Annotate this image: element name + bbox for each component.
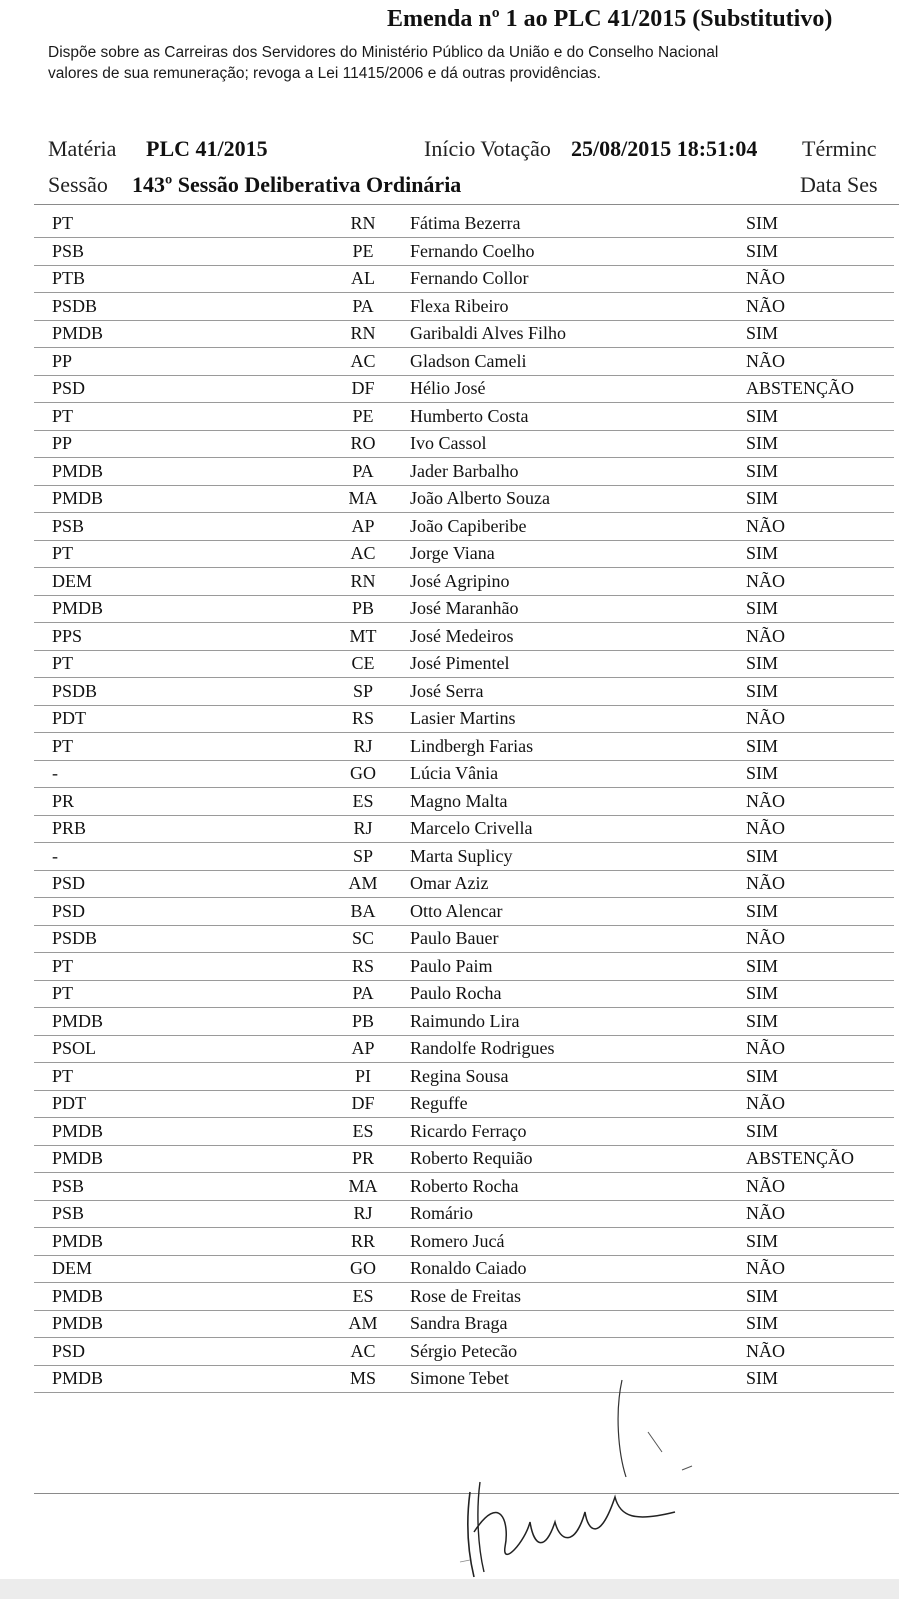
row-divider: [34, 787, 894, 788]
vote-cell: SIM: [746, 901, 779, 921]
senator-name-cell: Regina Sousa: [410, 1066, 509, 1086]
vote-cell: SIM: [746, 433, 779, 453]
uf-cell: RJ: [353, 1203, 373, 1223]
vote-cell: SIM: [746, 543, 779, 563]
row-divider: [34, 1282, 894, 1283]
party-cell: PSD: [52, 378, 86, 398]
row-divider: [34, 1255, 894, 1256]
senator-name-cell: Omar Aziz: [410, 873, 489, 893]
uf-cell: SC: [351, 928, 375, 948]
table-row: [0, 653, 899, 679]
senator-name-cell: Lasier Martins: [410, 708, 516, 728]
uf-cell: RJ: [353, 818, 373, 838]
row-divider: [34, 1227, 894, 1228]
vote-cell: SIM: [746, 763, 779, 783]
sessao-row: [0, 172, 899, 202]
table-row: [0, 1066, 899, 1092]
header-rule: [34, 204, 899, 205]
senator-name-cell: Roberto Rocha: [410, 1176, 519, 1196]
vote-cell: ABSTENÇÃO: [746, 378, 855, 398]
uf-cell: PA: [352, 983, 374, 1003]
senator-name-cell: José Serra: [410, 681, 484, 701]
table-row: [0, 378, 899, 404]
party-cell: PP: [52, 351, 73, 371]
party-cell: PMDB: [52, 488, 104, 508]
senator-name-cell: Hélio José: [410, 378, 486, 398]
vote-cell: SIM: [746, 1011, 779, 1031]
party-cell: DEM: [52, 571, 92, 591]
party-cell: PT: [52, 213, 74, 233]
uf-cell: AC: [350, 1341, 376, 1361]
senator-name-cell: José Pimentel: [410, 653, 510, 673]
row-divider: [34, 1117, 894, 1118]
row-divider: [34, 430, 894, 431]
row-divider: [34, 925, 894, 926]
table-row: [0, 406, 899, 432]
senator-name-cell: Raimundo Lira: [410, 1011, 520, 1031]
row-divider: [34, 870, 894, 871]
vote-cell: SIM: [746, 1368, 779, 1388]
document-description: [48, 42, 718, 84]
row-divider: [34, 567, 894, 568]
vote-cell: SIM: [746, 736, 779, 756]
row-divider: [34, 402, 894, 403]
row-divider: [34, 1062, 894, 1063]
table-row: [0, 268, 899, 294]
vote-cell: SIM: [746, 406, 779, 426]
uf-cell: SP: [352, 681, 374, 701]
row-divider: [34, 760, 894, 761]
party-cell: PT: [52, 983, 74, 1003]
party-cell: PMDB: [52, 1121, 104, 1141]
table-row: [0, 571, 899, 597]
party-cell: PMDB: [52, 1286, 104, 1306]
table-row: [0, 1258, 899, 1284]
row-divider: [34, 1337, 894, 1338]
party-cell: PSD: [52, 873, 86, 893]
table-row: [0, 1121, 899, 1147]
footer-bar: [0, 1579, 899, 1599]
senator-name-cell: Ronaldo Caiado: [410, 1258, 527, 1278]
party-cell: PPS: [52, 626, 83, 646]
senator-name-cell: João Capiberibe: [410, 516, 527, 536]
uf-cell: PE: [352, 241, 374, 261]
uf-cell: GO: [350, 1258, 376, 1278]
senator-name-cell: Humberto Costa: [410, 406, 529, 426]
table-row: [0, 708, 899, 734]
row-divider: [34, 705, 894, 706]
table-row: [0, 1341, 899, 1367]
uf-cell: MA: [348, 488, 378, 508]
uf-cell: AP: [351, 1038, 375, 1058]
uf-cell: CE: [351, 653, 375, 673]
vote-cell: NÃO: [746, 708, 785, 728]
senator-name-cell: José Medeiros: [410, 626, 514, 646]
vote-cell: SIM: [746, 846, 779, 866]
senator-name-cell: Fernando Coelho: [410, 241, 535, 261]
row-divider: [34, 1365, 894, 1366]
table-row: [0, 626, 899, 652]
row-divider: [34, 1172, 894, 1173]
table-row: [0, 956, 899, 982]
uf-cell: RS: [351, 956, 375, 976]
uf-cell: RJ: [353, 736, 373, 756]
vote-cell: NÃO: [746, 791, 785, 811]
vote-cell: NÃO: [746, 296, 785, 316]
party-cell: PSDB: [52, 681, 98, 701]
senator-name-cell: Lúcia Vânia: [410, 763, 499, 783]
party-cell: PSDB: [52, 296, 98, 316]
party-cell: PMDB: [52, 598, 104, 618]
vote-cell: NÃO: [746, 626, 785, 646]
row-divider: [34, 732, 894, 733]
row-divider: [34, 485, 894, 486]
uf-cell: BA: [350, 901, 376, 921]
vote-cell: SIM: [746, 653, 779, 673]
row-divider: [34, 320, 894, 321]
senator-name-cell: Paulo Paim: [410, 956, 493, 976]
row-divider: [34, 512, 894, 513]
row-divider: [34, 265, 894, 266]
senator-name-cell: Ricardo Ferraço: [410, 1121, 527, 1141]
table-row: [0, 598, 899, 624]
row-divider: [34, 375, 894, 376]
party-cell: PSD: [52, 901, 86, 921]
uf-cell: PB: [351, 1011, 375, 1031]
data-sessao-label: Data Ses: [800, 172, 878, 197]
senator-name-cell: Sandra Braga: [410, 1313, 508, 1333]
row-divider: [34, 897, 894, 898]
vote-cell: NÃO: [746, 1038, 785, 1058]
sessao-label: Sessão: [48, 172, 108, 197]
party-cell: PDT: [52, 708, 87, 728]
vote-cell: SIM: [746, 1066, 779, 1086]
uf-cell: DF: [351, 1093, 375, 1113]
row-divider: [34, 1310, 894, 1311]
senator-name-cell: Flexa Ribeiro: [410, 296, 509, 316]
party-cell: PT: [52, 406, 74, 426]
vote-cell: NÃO: [746, 516, 785, 536]
row-divider: [34, 595, 894, 596]
uf-cell: PE: [352, 406, 374, 426]
uf-cell: RN: [350, 323, 376, 343]
table-row: [0, 846, 899, 872]
senator-name-cell: Reguffe: [410, 1093, 468, 1113]
uf-cell: PI: [354, 1066, 371, 1086]
document-title: Emenda nº 1 ao PLC 41/2015 (Substitutivo): [387, 6, 833, 32]
party-cell: PSB: [52, 241, 85, 261]
row-divider: [34, 347, 894, 348]
table-row: [0, 736, 899, 762]
uf-cell: PA: [352, 461, 374, 481]
uf-cell: MS: [349, 1368, 376, 1388]
table-row: [0, 433, 899, 459]
uf-cell: ES: [352, 1286, 374, 1306]
party-cell: PR: [52, 791, 75, 811]
party-cell: PT: [52, 736, 74, 756]
description-line-1: Dispõe sobre as Carreiras dos Servidores do Ministério Público da União e do Conselho Nacional: [48, 44, 719, 61]
vote-cell: NÃO: [746, 571, 785, 591]
party-cell: -: [52, 846, 58, 866]
table-row: [0, 543, 899, 569]
uf-cell: SP: [352, 846, 374, 866]
uf-cell: MT: [349, 626, 377, 646]
row-divider: [34, 1090, 894, 1091]
uf-cell: AM: [348, 873, 378, 893]
senator-name-cell: José Maranhão: [410, 598, 519, 618]
row-divider: [34, 952, 894, 953]
uf-cell: PB: [351, 598, 375, 618]
table-row: [0, 818, 899, 844]
party-cell: DEM: [52, 1258, 92, 1278]
party-cell: PT: [52, 956, 74, 976]
table-row: [0, 681, 899, 707]
party-cell: PMDB: [52, 1368, 104, 1388]
vote-cell: NÃO: [746, 351, 785, 371]
vote-cell: SIM: [746, 598, 779, 618]
party-cell: PMDB: [52, 1313, 104, 1333]
party-cell: PT: [52, 653, 74, 673]
row-divider: [34, 540, 894, 541]
vote-cell: SIM: [746, 213, 779, 233]
vote-cell: SIM: [746, 1286, 779, 1306]
table-row: [0, 1038, 899, 1064]
senator-name-cell: Randolfe Rodrigues: [410, 1038, 555, 1058]
party-cell: PSB: [52, 1176, 85, 1196]
party-cell: PSOL: [52, 1038, 97, 1058]
senator-name-cell: Garibaldi Alves Filho: [410, 323, 566, 343]
uf-cell: AC: [350, 543, 376, 563]
party-cell: PP: [52, 433, 73, 453]
senator-name-cell: Romero Jucá: [410, 1231, 505, 1251]
description-line-2: valores de sua remuneração; revoga a Lei 11415/2006 e dá outras providências.: [48, 65, 601, 82]
table-row: [0, 1148, 899, 1174]
senator-name-cell: Sérgio Petecão: [410, 1341, 518, 1361]
uf-cell: GO: [350, 763, 376, 783]
vote-cell: SIM: [746, 956, 779, 976]
vote-cell: SIM: [746, 241, 779, 261]
inicio-votacao-label: Início Votação: [424, 136, 551, 161]
senator-name-cell: Magno Malta: [410, 791, 508, 811]
vote-cell: NÃO: [746, 818, 785, 838]
senator-name-cell: Jorge Viana: [410, 543, 495, 563]
party-cell: PSB: [52, 1203, 85, 1223]
uf-cell: AL: [351, 268, 375, 288]
row-divider: [34, 1200, 894, 1201]
party-cell: PSDB: [52, 928, 98, 948]
party-cell: PRB: [52, 818, 87, 838]
senator-name-cell: João Alberto Souza: [410, 488, 550, 508]
table-row: [0, 516, 899, 542]
row-divider: [34, 1145, 894, 1146]
table-row: [0, 351, 899, 377]
table-row: [0, 1011, 899, 1037]
uf-cell: RN: [350, 213, 376, 233]
senator-name-cell: Rose de Freitas: [410, 1286, 521, 1306]
party-cell: PMDB: [52, 461, 104, 481]
vote-cell: NÃO: [746, 1341, 785, 1361]
vote-cell: SIM: [746, 1313, 779, 1333]
table-row: [0, 901, 899, 927]
senator-name-cell: Fernando Collor: [410, 268, 529, 288]
table-row: [0, 1286, 899, 1312]
row-divider: [34, 677, 894, 678]
vote-cell: NÃO: [746, 928, 785, 948]
table-row: [0, 928, 899, 954]
table-row: [0, 1093, 899, 1119]
vote-cell: NÃO: [746, 268, 785, 288]
uf-cell: AP: [351, 516, 375, 536]
vote-cell: SIM: [746, 323, 779, 343]
inicio-votacao-value: 25/08/2015 18:51:04: [571, 136, 758, 161]
table-row: [0, 323, 899, 349]
uf-cell: AC: [350, 351, 376, 371]
party-cell: PSD: [52, 1341, 86, 1361]
row-divider: [34, 457, 894, 458]
table-row: [0, 1176, 899, 1202]
party-cell: PDT: [52, 1093, 87, 1113]
uf-cell: ES: [352, 791, 374, 811]
row-divider: [34, 980, 894, 981]
vote-cell: NÃO: [746, 1203, 785, 1223]
row-divider: [34, 237, 894, 238]
row-divider: [34, 292, 894, 293]
uf-cell: PR: [351, 1148, 375, 1168]
vote-cell: SIM: [746, 1231, 779, 1251]
row-divider: [34, 622, 894, 623]
senator-name-cell: Fátima Bezerra: [410, 213, 521, 233]
table-row: [0, 983, 899, 1009]
table-row: [0, 241, 899, 267]
vote-cell: ABSTENÇÃO: [746, 1148, 855, 1168]
materia-row: [0, 136, 899, 166]
table-row: [0, 488, 899, 514]
senator-name-cell: Romário: [410, 1203, 473, 1223]
party-cell: PMDB: [52, 1148, 104, 1168]
senator-name-cell: Ivo Cassol: [410, 433, 487, 453]
materia-label: Matéria: [48, 136, 117, 161]
vote-cell: NÃO: [746, 1176, 785, 1196]
uf-cell: PA: [352, 296, 374, 316]
row-divider: [34, 815, 894, 816]
senator-name-cell: Marta Suplicy: [410, 846, 513, 866]
party-cell: PT: [52, 1066, 74, 1086]
vote-cell: SIM: [746, 461, 779, 481]
senator-name-cell: Paulo Rocha: [410, 983, 502, 1003]
uf-cell: ES: [352, 1121, 374, 1141]
uf-cell: RO: [350, 433, 376, 453]
senator-name-cell: Paulo Bauer: [410, 928, 499, 948]
table-row: [0, 791, 899, 817]
table-row: [0, 213, 899, 239]
row-divider: [34, 842, 894, 843]
signature: [430, 1372, 720, 1582]
senator-name-cell: Lindbergh Farias: [410, 736, 534, 756]
uf-cell: RN: [350, 571, 376, 591]
party-cell: -: [52, 763, 58, 783]
vote-cell: NÃO: [746, 1093, 785, 1113]
party-cell: PT: [52, 543, 74, 563]
party-cell: PMDB: [52, 1231, 104, 1251]
table-row: [0, 296, 899, 322]
materia-value: PLC 41/2015: [146, 136, 268, 161]
senator-name-cell: José Agripino: [410, 571, 510, 591]
row-divider: [34, 650, 894, 651]
vote-cell: SIM: [746, 681, 779, 701]
termino-label: Términc: [802, 136, 877, 161]
party-cell: PMDB: [52, 1011, 104, 1031]
table-row: [0, 1231, 899, 1257]
vote-cell: NÃO: [746, 873, 785, 893]
uf-cell: MA: [348, 1176, 378, 1196]
senator-name-cell: Jader Barbalho: [410, 461, 519, 481]
party-cell: PSB: [52, 516, 85, 536]
table-row: [0, 461, 899, 487]
sessao-value: 143º Sessão Deliberativa Ordinária: [132, 172, 462, 197]
row-divider: [34, 1007, 894, 1008]
senator-name-cell: Roberto Requião: [410, 1148, 533, 1168]
table-row: [0, 763, 899, 789]
uf-cell: RS: [351, 708, 375, 728]
senator-name-cell: Simone Tebet: [410, 1368, 509, 1388]
table-row: [0, 873, 899, 899]
party-cell: PTB: [52, 268, 86, 288]
senator-name-cell: Gladson Cameli: [410, 351, 527, 371]
uf-cell: AM: [348, 1313, 378, 1333]
vote-cell: NÃO: [746, 1258, 785, 1278]
vote-cell: SIM: [746, 488, 779, 508]
table-row: [0, 1313, 899, 1339]
senator-name-cell: Marcelo Crivella: [410, 818, 533, 838]
senator-name-cell: Otto Alencar: [410, 901, 503, 921]
vote-cell: SIM: [746, 983, 779, 1003]
vote-cell: SIM: [746, 1121, 779, 1141]
table-row: [0, 1203, 899, 1229]
uf-cell: DF: [351, 378, 375, 398]
uf-cell: RR: [350, 1231, 375, 1251]
row-divider: [34, 1035, 894, 1036]
party-cell: PMDB: [52, 323, 104, 343]
